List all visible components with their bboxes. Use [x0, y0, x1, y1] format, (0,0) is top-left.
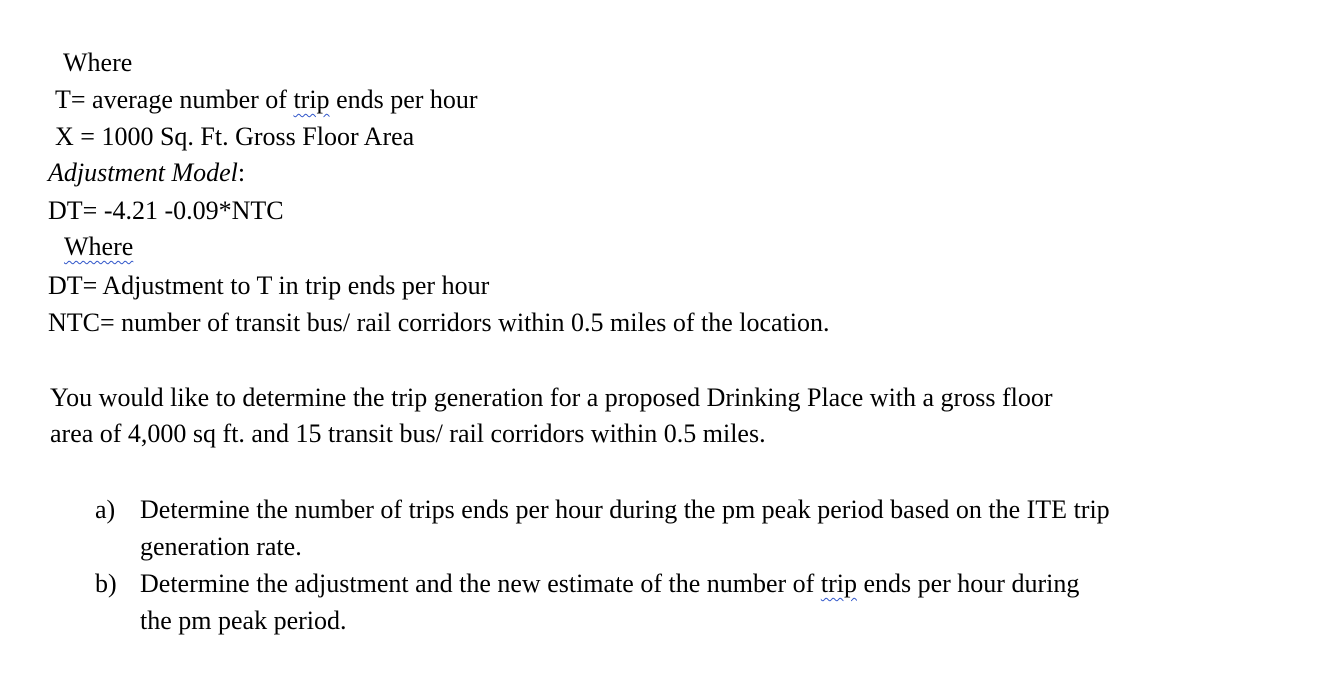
- question-b-line-2: the pm peak period.: [140, 606, 347, 635]
- t-definition-suffix: ends per hour: [329, 85, 478, 114]
- where-label: Where: [63, 48, 133, 77]
- dt-definition: DT= Adjustment to T in trip ends per hour: [48, 271, 490, 300]
- adjustment-model-title: Adjustment Model: [48, 158, 238, 187]
- question-b-suffix: ends per hour during: [856, 569, 1080, 598]
- question-b-prefix: Determine the adjustment and the new estimate of the number of: [140, 569, 821, 598]
- t-definition: [55, 85, 478, 115]
- spellcheck-flagged-word[interactable]: trip: [820, 569, 857, 598]
- where-label-2: [64, 232, 133, 262]
- list-marker-b: b): [95, 569, 117, 598]
- spellcheck-flagged-word[interactable]: Where: [64, 232, 134, 261]
- list-marker-a: a): [95, 495, 116, 524]
- x-definition: X = 1000 Sq. Ft. Gross Floor Area: [55, 122, 415, 151]
- ntc-definition: NTC= number of transit bus/ rail corridors within 0.5 miles of the location.: [48, 308, 830, 337]
- t-definition-prefix: T= average number of: [55, 85, 294, 114]
- problem-statement-line-2: area of 4,000 sq ft. and 15 transit bus/ rail corridors within 0.5 miles.: [50, 419, 766, 448]
- dt-formula: DT= -4.21 -0.09*NTC: [48, 196, 284, 225]
- adjustment-model-colon: :: [237, 158, 246, 187]
- problem-statement-line-1: You would like to determine the trip generation for a proposed Drinking Place with a gross floor: [50, 383, 1053, 412]
- question-a-line-2: generation rate.: [140, 532, 302, 561]
- question-b-line-1: [140, 565, 1079, 602]
- adjustment-model-heading: [48, 158, 245, 188]
- spellcheck-flagged-word[interactable]: trip: [293, 85, 330, 114]
- question-a-line-1: Determine the number of trips ends per hour during the pm peak period based on the ITE trip: [140, 495, 1110, 524]
